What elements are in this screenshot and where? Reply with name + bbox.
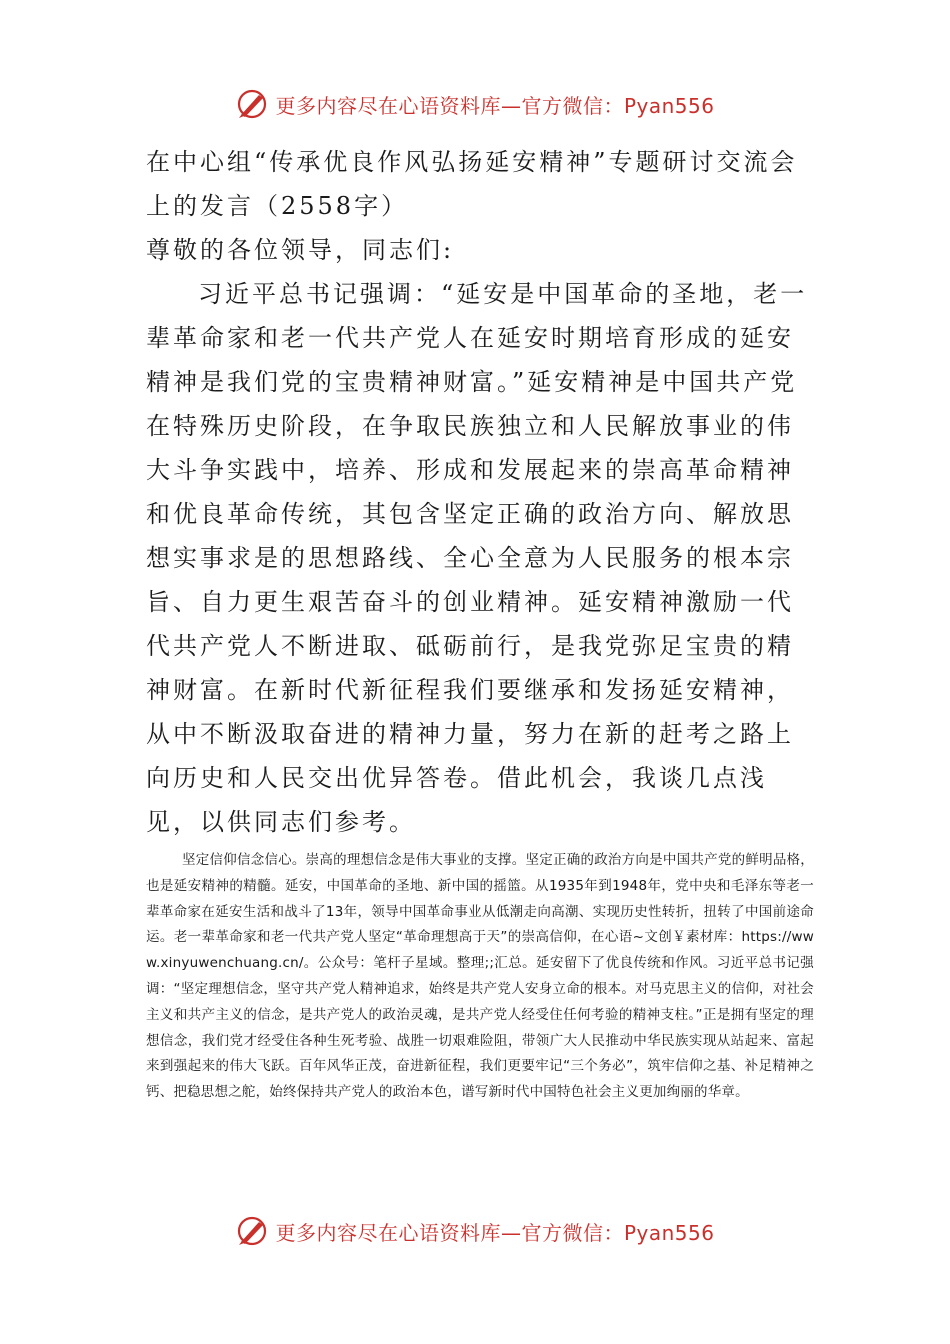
header-banner [0,84,950,124]
pen-logo-icon [235,87,269,121]
pen-logo-icon [235,1214,269,1248]
salutation: 尊敬的各位领导，同志们: [146,236,455,264]
intro-paragraph: 习近平总书记强调：“延安是中国革命的圣地，老一辈革命家和老一代共产党人在延安时期培育形成的延安精神是我们党的宝贵精神财富。”延安精神是中国共产党在特殊历史阶段，在争取民族独立和人民解放事业的伟大斗争实践中，培养、形成和发展起来的崇高革命精神和优良革命传统，其包含坚定正确的政治方向、解放思想实事求是的思想路线、全心全意为人民服务的根本宗旨、自力更生艰苦奋斗的创业精神。延安精神激励一代代共产党人不断进取、砥砺前行，是我党弥足宝贵的精神财富。在新时代新征程我们要继承和发扬延安精神，从中不断汲取奋进的精神力量，努力在新的赶考之路上向历史和人民交出优异答卷。借此机会，我谈几点浅见，以供同志们参考。 [146,280,808,836]
document-title: 在中心组“传承优良作风弘扬延安精神”专题研讨交流会上的发言（2558字） [146,148,798,220]
banner-text: 更多内容尽在心语资料库—官方微信：Pyan556 [275,93,715,118]
footer-banner [0,1211,950,1251]
document-body [146,140,814,1106]
banner-text: 更多内容尽在心语资料库—官方微信：Pyan556 [275,1220,715,1245]
section-paragraph: 坚定信仰信念信心。崇高的理想信念是伟大事业的支撑。坚定正确的政治方向是中国共产党的鲜明品格，也是延安精神的精髓。延安，中国革命的圣地、新中国的摇篮。从1935年到1948年，党中央和毛泽东等老一辈革命家在延安生活和战斗了13年，领导中国革命事业从低潮走向高潮、实现历史性转折，扭转了中国前途命运。老一辈革命家和老一代共产党人坚定“革命理想高于天”的崇高信仰，在心语~文创￥素材库：https://www.xinyuwenchuang.cn/。公众号：笔杆子星域。整理;;汇总。延安留下了优良传统和作风。习近平总书记强调：“坚定理想信念，坚守共产党人精神追求，始终是共产党人安身立命的根本。对马克思主义的信仰，对社会主义和共产主义的信念，是共产党人的政治灵魂，是共产党人经受住任何考验的精神支柱。”正是拥有坚定的理想信念，我们党才经受住各种生死考验、战胜一切艰难险阻，带领广大人民推动中华民族实现从站起来、富起来到强起来的伟大飞跃。百年风华正茂，奋进新征程，我们更要牢记“三个务必”，筑牢信仰之基、补足精神之钙、把稳思想之舵，始终保持共产党人的政治本色，谱写新时代中国特色社会主义更加绚丽的华章。 [146,852,814,1101]
